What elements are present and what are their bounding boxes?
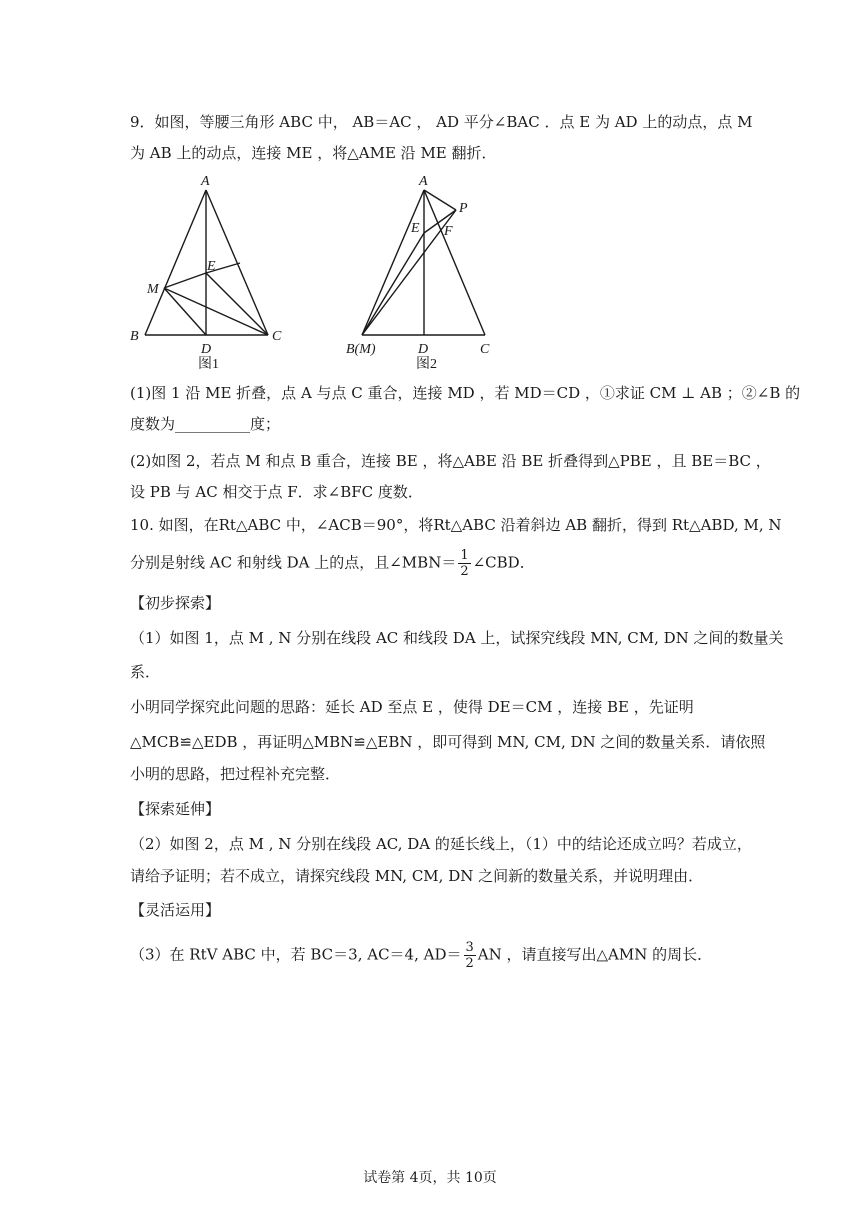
q10-s3-line bbox=[130, 940, 712, 971]
fig2-label-p: P bbox=[459, 201, 468, 216]
fig1-line-md bbox=[164, 288, 206, 335]
q10-s3-frac-num: 3 bbox=[465, 940, 474, 955]
q10-s3-fraction bbox=[464, 940, 476, 971]
page-footer: 试卷第 4页，共 10页 bbox=[363, 1170, 497, 1186]
q10-s1-line1: （1）如图 1，点 M , N 分别在线段 AC 和线段 DA 上，试探究线段 MN, CM, DN 之间的数量关 bbox=[130, 629, 784, 647]
q10-s1-line2: 系． bbox=[130, 663, 161, 681]
q9-line1: 9．如图，等腰三角形 ABC 中， AB＝AC ， AD 平分∠BAC ．点 E 为 AD 上的动点，点 M bbox=[130, 113, 753, 131]
fig1-side-ab bbox=[145, 190, 206, 335]
q10-s3-frac-den: 2 bbox=[465, 956, 474, 971]
fig2-label-d: D bbox=[418, 342, 429, 357]
q9-part2-line1: (2)如图 2，若点 M 和点 B 重合，连接 BE ，将△ABE 沿 BE 折叠得到△PBE ，且 BE＝BC ， bbox=[130, 452, 771, 470]
figure-1 bbox=[120, 168, 300, 378]
q9-part1-line2: 度数为__________度； bbox=[130, 415, 281, 433]
q10-line2 bbox=[130, 548, 535, 579]
fig2-side-ab bbox=[362, 190, 424, 335]
q10-s2-line1: （2）如图 2，点 M , N 分别在线段 AC, DA 的延长线上，（1）中的结论还成立吗？若成立， bbox=[130, 835, 752, 853]
q10-frac-den: 2 bbox=[460, 564, 469, 579]
q10-s3-post: AN ，请直接写出△AMN 的周长． bbox=[477, 945, 713, 964]
fig2-label-f: F bbox=[444, 224, 453, 239]
fig1-caption: 图1 bbox=[198, 357, 219, 372]
section-title-2: 【探索延伸】 bbox=[130, 800, 221, 818]
fig1-label-c: C bbox=[272, 329, 282, 344]
fig1-label-a: A bbox=[201, 174, 210, 189]
fig1-line-mc bbox=[164, 288, 268, 335]
q10-line2-pre: 分别是射线 AC 和射线 DA 上的点，且∠MBN＝ bbox=[130, 553, 457, 572]
fig1-label-d: D bbox=[201, 342, 212, 357]
q10-s3-pre: （3）在 RtV ABC 中，若 BC＝3, AC＝4, AD＝ bbox=[130, 945, 462, 964]
q9-line2: 为 AB 上的动点，连接 ME ，将△AME 沿 ME 翻折． bbox=[130, 144, 497, 162]
q9-part1-line1: (1)图 1 沿 ME 折叠，点 A 与点 C 重合，连接 MD ，若 MD＝CD ，①求证 CM ⊥ AB ；②∠B 的 bbox=[130, 384, 801, 402]
fig2-label-bm: B(M) bbox=[346, 342, 376, 357]
fig2-label-c: C bbox=[480, 342, 490, 357]
figure-2 bbox=[340, 168, 520, 378]
section-title-3: 【灵活运用】 bbox=[130, 901, 221, 919]
fig2-label-a: A bbox=[419, 174, 428, 189]
q10-s1-line5: 小明的思路，把过程补充完整． bbox=[130, 765, 341, 783]
fig2-line-be bbox=[362, 233, 424, 335]
fig1-label-m: M bbox=[147, 282, 159, 297]
q10-line2-post: ∠CBD． bbox=[472, 553, 535, 572]
q10-fraction bbox=[458, 548, 470, 579]
q9-part2-line2: 设 PB 与 AC 相交于点 F．求∠BFC 度数． bbox=[130, 483, 423, 501]
section-title-1: 【初步探索】 bbox=[130, 594, 221, 612]
fig1-label-e: E bbox=[207, 259, 216, 274]
q10-s1-line4: △MCB≌△EDB ，再证明△MBN≌△EBN ，即可得到 MN, CM, DN 之间的数量关系．请依照 bbox=[130, 733, 766, 751]
fig1-label-b: B bbox=[130, 329, 139, 344]
q10-s2-line2: 请给予证明；若不成立，请探究线段 MN, CM, DN 之间新的数量关系，并说明理由． bbox=[130, 867, 704, 885]
fig1-line-ec bbox=[206, 273, 268, 335]
q10-frac-num: 1 bbox=[460, 548, 469, 563]
fig2-caption: 图2 bbox=[416, 357, 437, 372]
fig2-label-e: E bbox=[411, 221, 420, 236]
q10-s1-line3: 小明同学探究此问题的思路：延长 AD 至点 E ，使得 DE＝CM ，连接 BE ，先证明 bbox=[130, 698, 694, 716]
fig2-line-bp bbox=[362, 210, 456, 335]
q10-line1: 10. 如图，在Rt△ABC 中，∠ACB＝90°，将Rt△ABC 沿着斜边 AB 翻折，得到 Rt△ABD, M, N bbox=[130, 516, 782, 534]
